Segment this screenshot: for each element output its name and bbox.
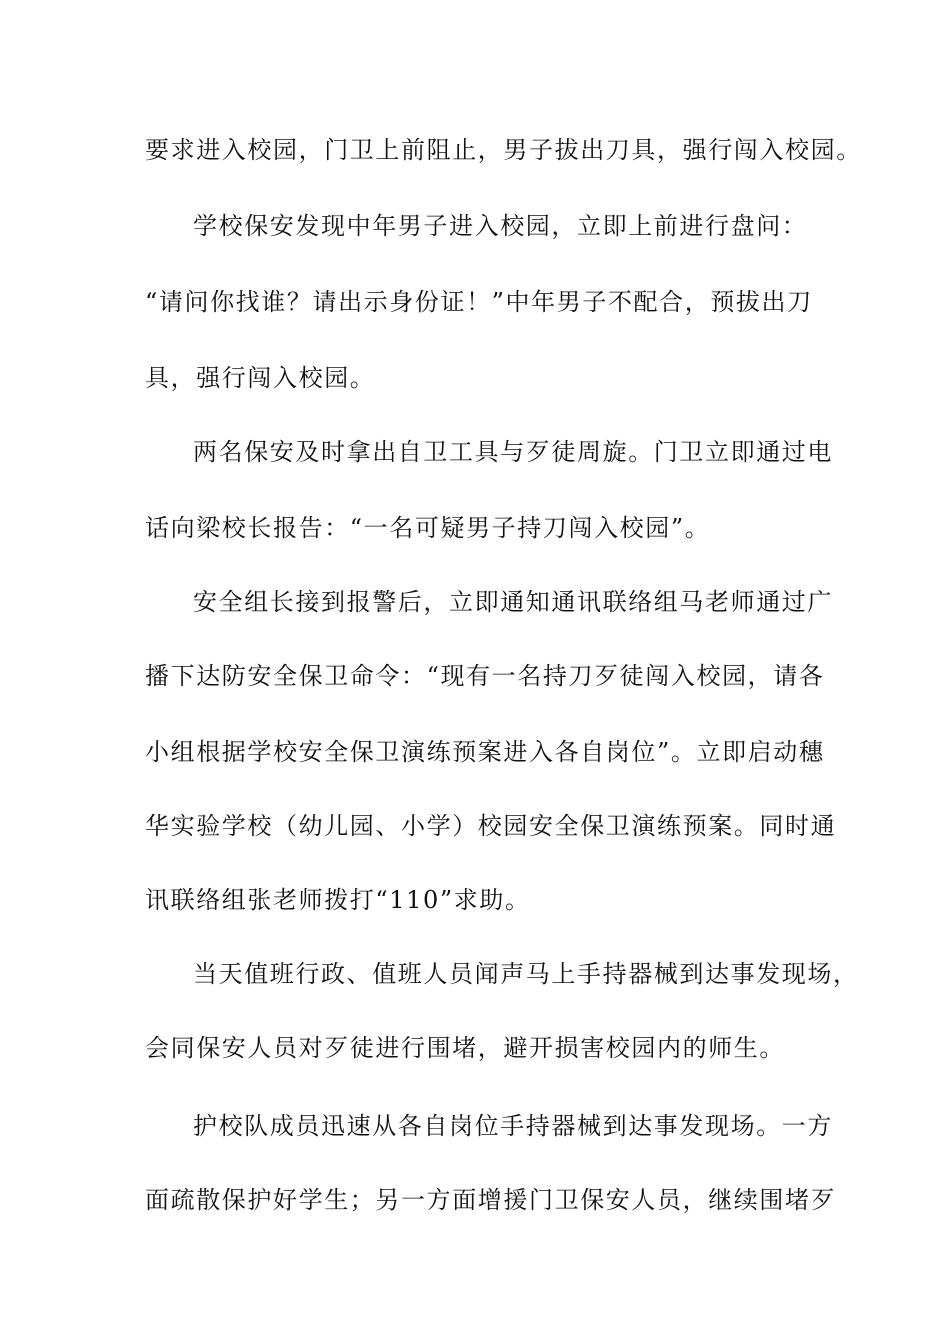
text-line: “请问你找谁？请出示身份证！”中年男子不配合，预拔出刀	[145, 288, 813, 316]
paragraph-start-line: 当天值班行政、值班人员闻声马上手持器械到达事发现场，	[193, 960, 859, 988]
text-line: 话向梁校长报告：“一名可疑男子持刀闯入校园”。	[145, 514, 711, 542]
text-line: 播下达防安全保卫命令：“现有一名持刀歹徒闯入校园，请各	[145, 662, 825, 690]
text-line: 小组根据学校安全保卫演练预案进入各自岗位”。立即启动穗	[145, 738, 825, 766]
text-line: 面疏散保护好学生；另一方面增援门卫保安人员，继续围堵歹	[145, 1186, 837, 1214]
paragraph-start-line: 安全组长接到报警后，立即通知通讯联络组马老师通过广	[193, 588, 833, 616]
text-line: 要求进入校园，门卫上前阻止，男子拔出刀具，强行闯入校园。	[145, 136, 862, 164]
paragraph-start-line: 护校队成员迅速从各自岗位手持器械到达事发现场。一方	[193, 1112, 833, 1140]
paragraph-start-line: 两名保安及时拿出自卫工具与歹徒周旋。门卫立即通过电	[193, 438, 833, 466]
text-line: 具，强行闯入校园。	[145, 364, 376, 392]
paragraph-start-line: 学校保安发现中年男子进入校园，立即上前进行盘问：	[193, 212, 808, 240]
text-line: 华实验学校（幼儿园、小学）校园安全保卫演练预案。同时通	[145, 812, 837, 840]
text-line: 讯联络组张老师拨打“110”求助。	[145, 886, 531, 914]
text-line: 会同保安人员对歹徒进行围堵，避开损害校园内的师生。	[145, 1034, 785, 1062]
